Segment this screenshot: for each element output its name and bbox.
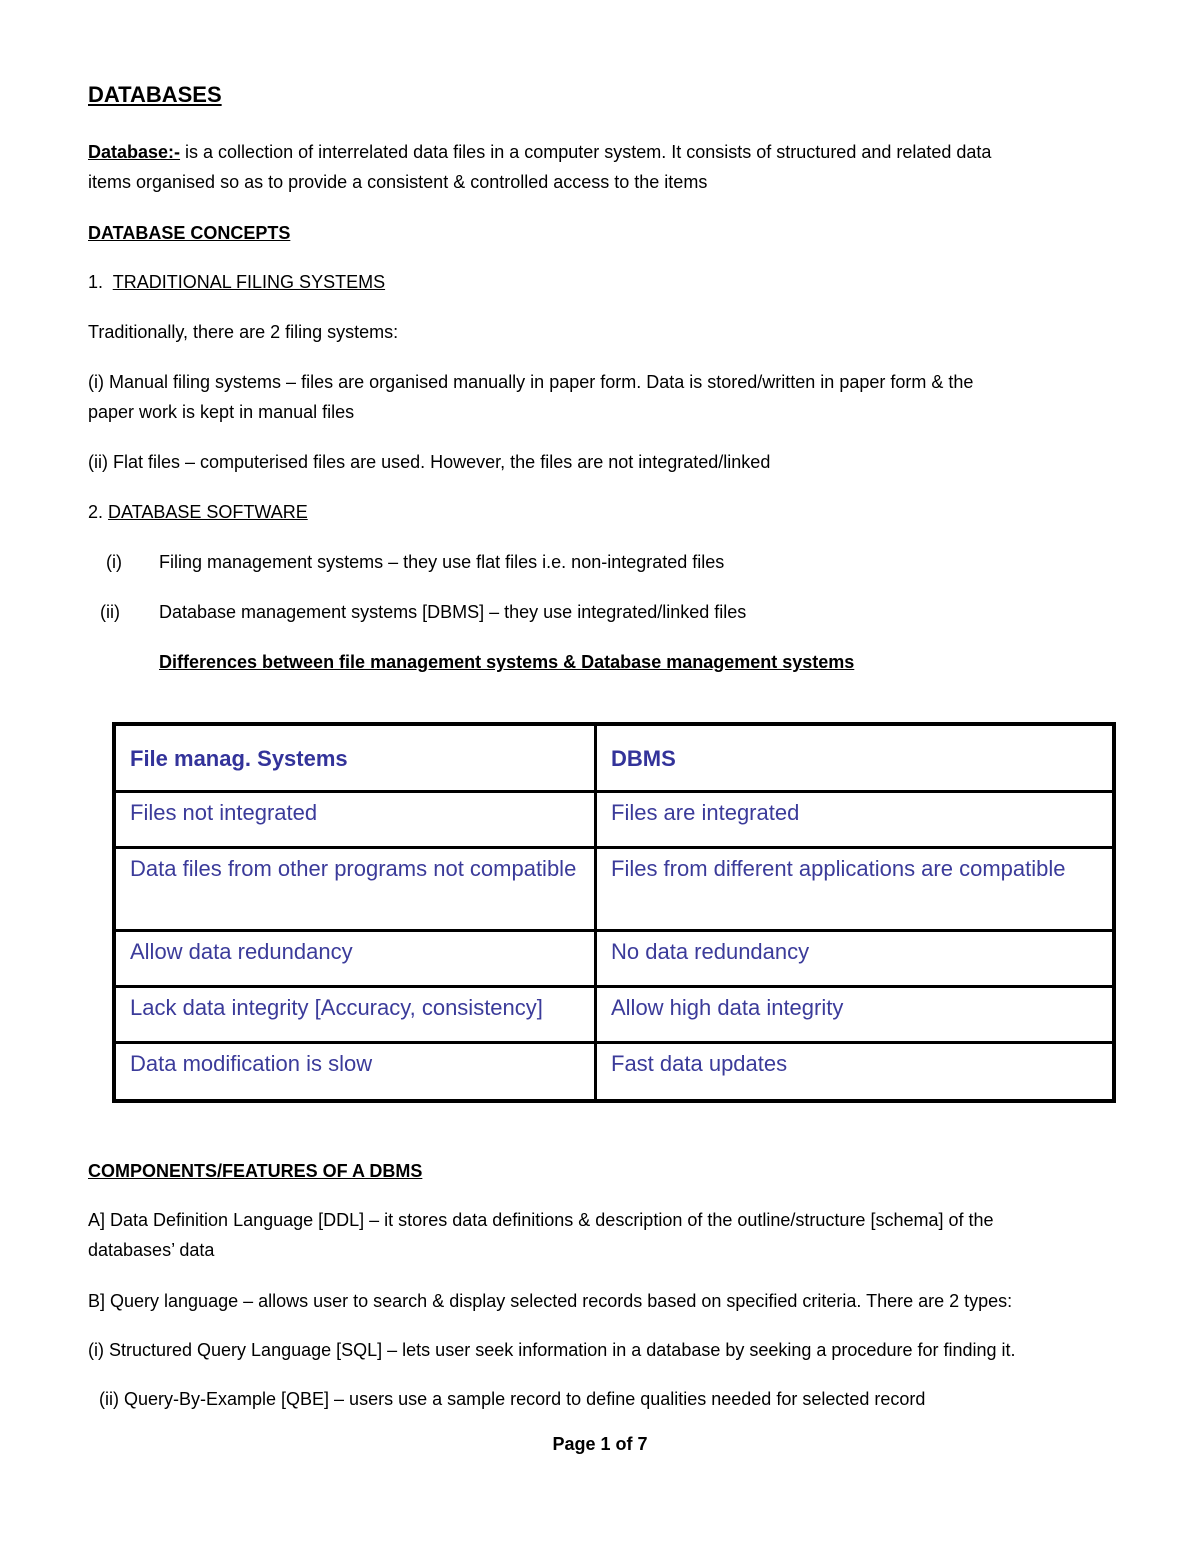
table-cell: Allow data redundancy (114, 931, 596, 987)
table-cell: No data redundancy (596, 931, 1115, 987)
ddl-line-1: A] Data Definition Language [DDL] – it stores data definitions & description of the outline/structure [schema] of the (88, 1210, 994, 1230)
table-cell: Allow high data integrity (596, 987, 1115, 1043)
differences-heading: Differences between file management systems & Database management systems (159, 652, 855, 672)
software-item-1-label: (i) (106, 552, 122, 572)
page-footer: Page 1 of 7 (552, 1434, 648, 1454)
software-item-1-text: Filing management systems – they use flat files i.e. non-integrated files (159, 552, 725, 572)
definition-label: Database:- (88, 142, 181, 162)
table-row (114, 931, 1114, 987)
table-header-file-systems: File manag. Systems (114, 724, 596, 792)
query-language-paragraph: B] Query language – allows user to search & display selected records based on specified criteria. There are 2 types: (88, 1291, 1013, 1311)
software-item-2-text: Database management systems [DBMS] – they use integrated/linked files (159, 602, 747, 622)
table-cell: Fast data updates (596, 1043, 1115, 1101)
table-cell: Files are integrated (596, 792, 1115, 848)
ddl-paragraph (88, 1205, 1108, 1265)
table-row (114, 987, 1114, 1043)
table-header-row (114, 724, 1114, 792)
ddl-line-2: databases’ data (88, 1240, 215, 1260)
table-cell: Files from different applications are compatible (596, 848, 1115, 931)
manual-filing-paragraph (88, 367, 1108, 427)
table-row (114, 792, 1114, 848)
definition-text-2: items organised so as to provide a consistent & controlled access to the items (88, 172, 708, 192)
section-1-number: 1. (88, 272, 104, 292)
table-cell: Lack data integrity [Accuracy, consistency] (114, 987, 596, 1043)
table-header-dbms: DBMS (596, 724, 1115, 792)
table-cell: Files not integrated (114, 792, 596, 848)
qbe-paragraph: (ii) Query-By-Example [QBE] – users use a sample record to define qualities needed for selected record (99, 1389, 926, 1409)
page-title: DATABASES (88, 82, 222, 107)
table-row (114, 848, 1114, 931)
sql-paragraph: (i) Structured Query Language [SQL] – lets user seek information in a database by seeking a procedure for finding it. (88, 1340, 1016, 1360)
software-item-2-label: (ii) (100, 602, 120, 622)
flat-files-paragraph: (ii) Flat files – computerised files are used. However, the files are not integrated/linked (88, 452, 771, 472)
manual-filing-line-2: paper work is kept in manual files (88, 402, 355, 422)
table-cell: Data files from other programs not compatible (114, 848, 596, 931)
section-1-title: TRADITIONAL FILING SYSTEMS (112, 272, 386, 292)
comparison-table (112, 722, 1116, 1103)
section-2-heading (88, 497, 308, 527)
manual-filing-line-1: (i) Manual filing systems – files are organised manually in paper form. Data is stored/written in paper form & the (88, 372, 974, 392)
table-cell: Data modification is slow (114, 1043, 596, 1101)
traditional-intro: Traditionally, there are 2 filing systems: (88, 322, 399, 342)
table-row (114, 1043, 1114, 1101)
definition-text-1: is a collection of interrelated data files in a computer system. It consists of structured and related data (180, 142, 992, 162)
concepts-heading: DATABASE CONCEPTS (88, 223, 291, 243)
section-2-number: 2. (88, 502, 104, 522)
section-2-title: DATABASE SOFTWARE (108, 502, 308, 522)
components-heading: COMPONENTS/FEATURES OF A DBMS (88, 1161, 423, 1181)
section-1-heading (88, 267, 385, 297)
database-definition (88, 137, 1108, 197)
